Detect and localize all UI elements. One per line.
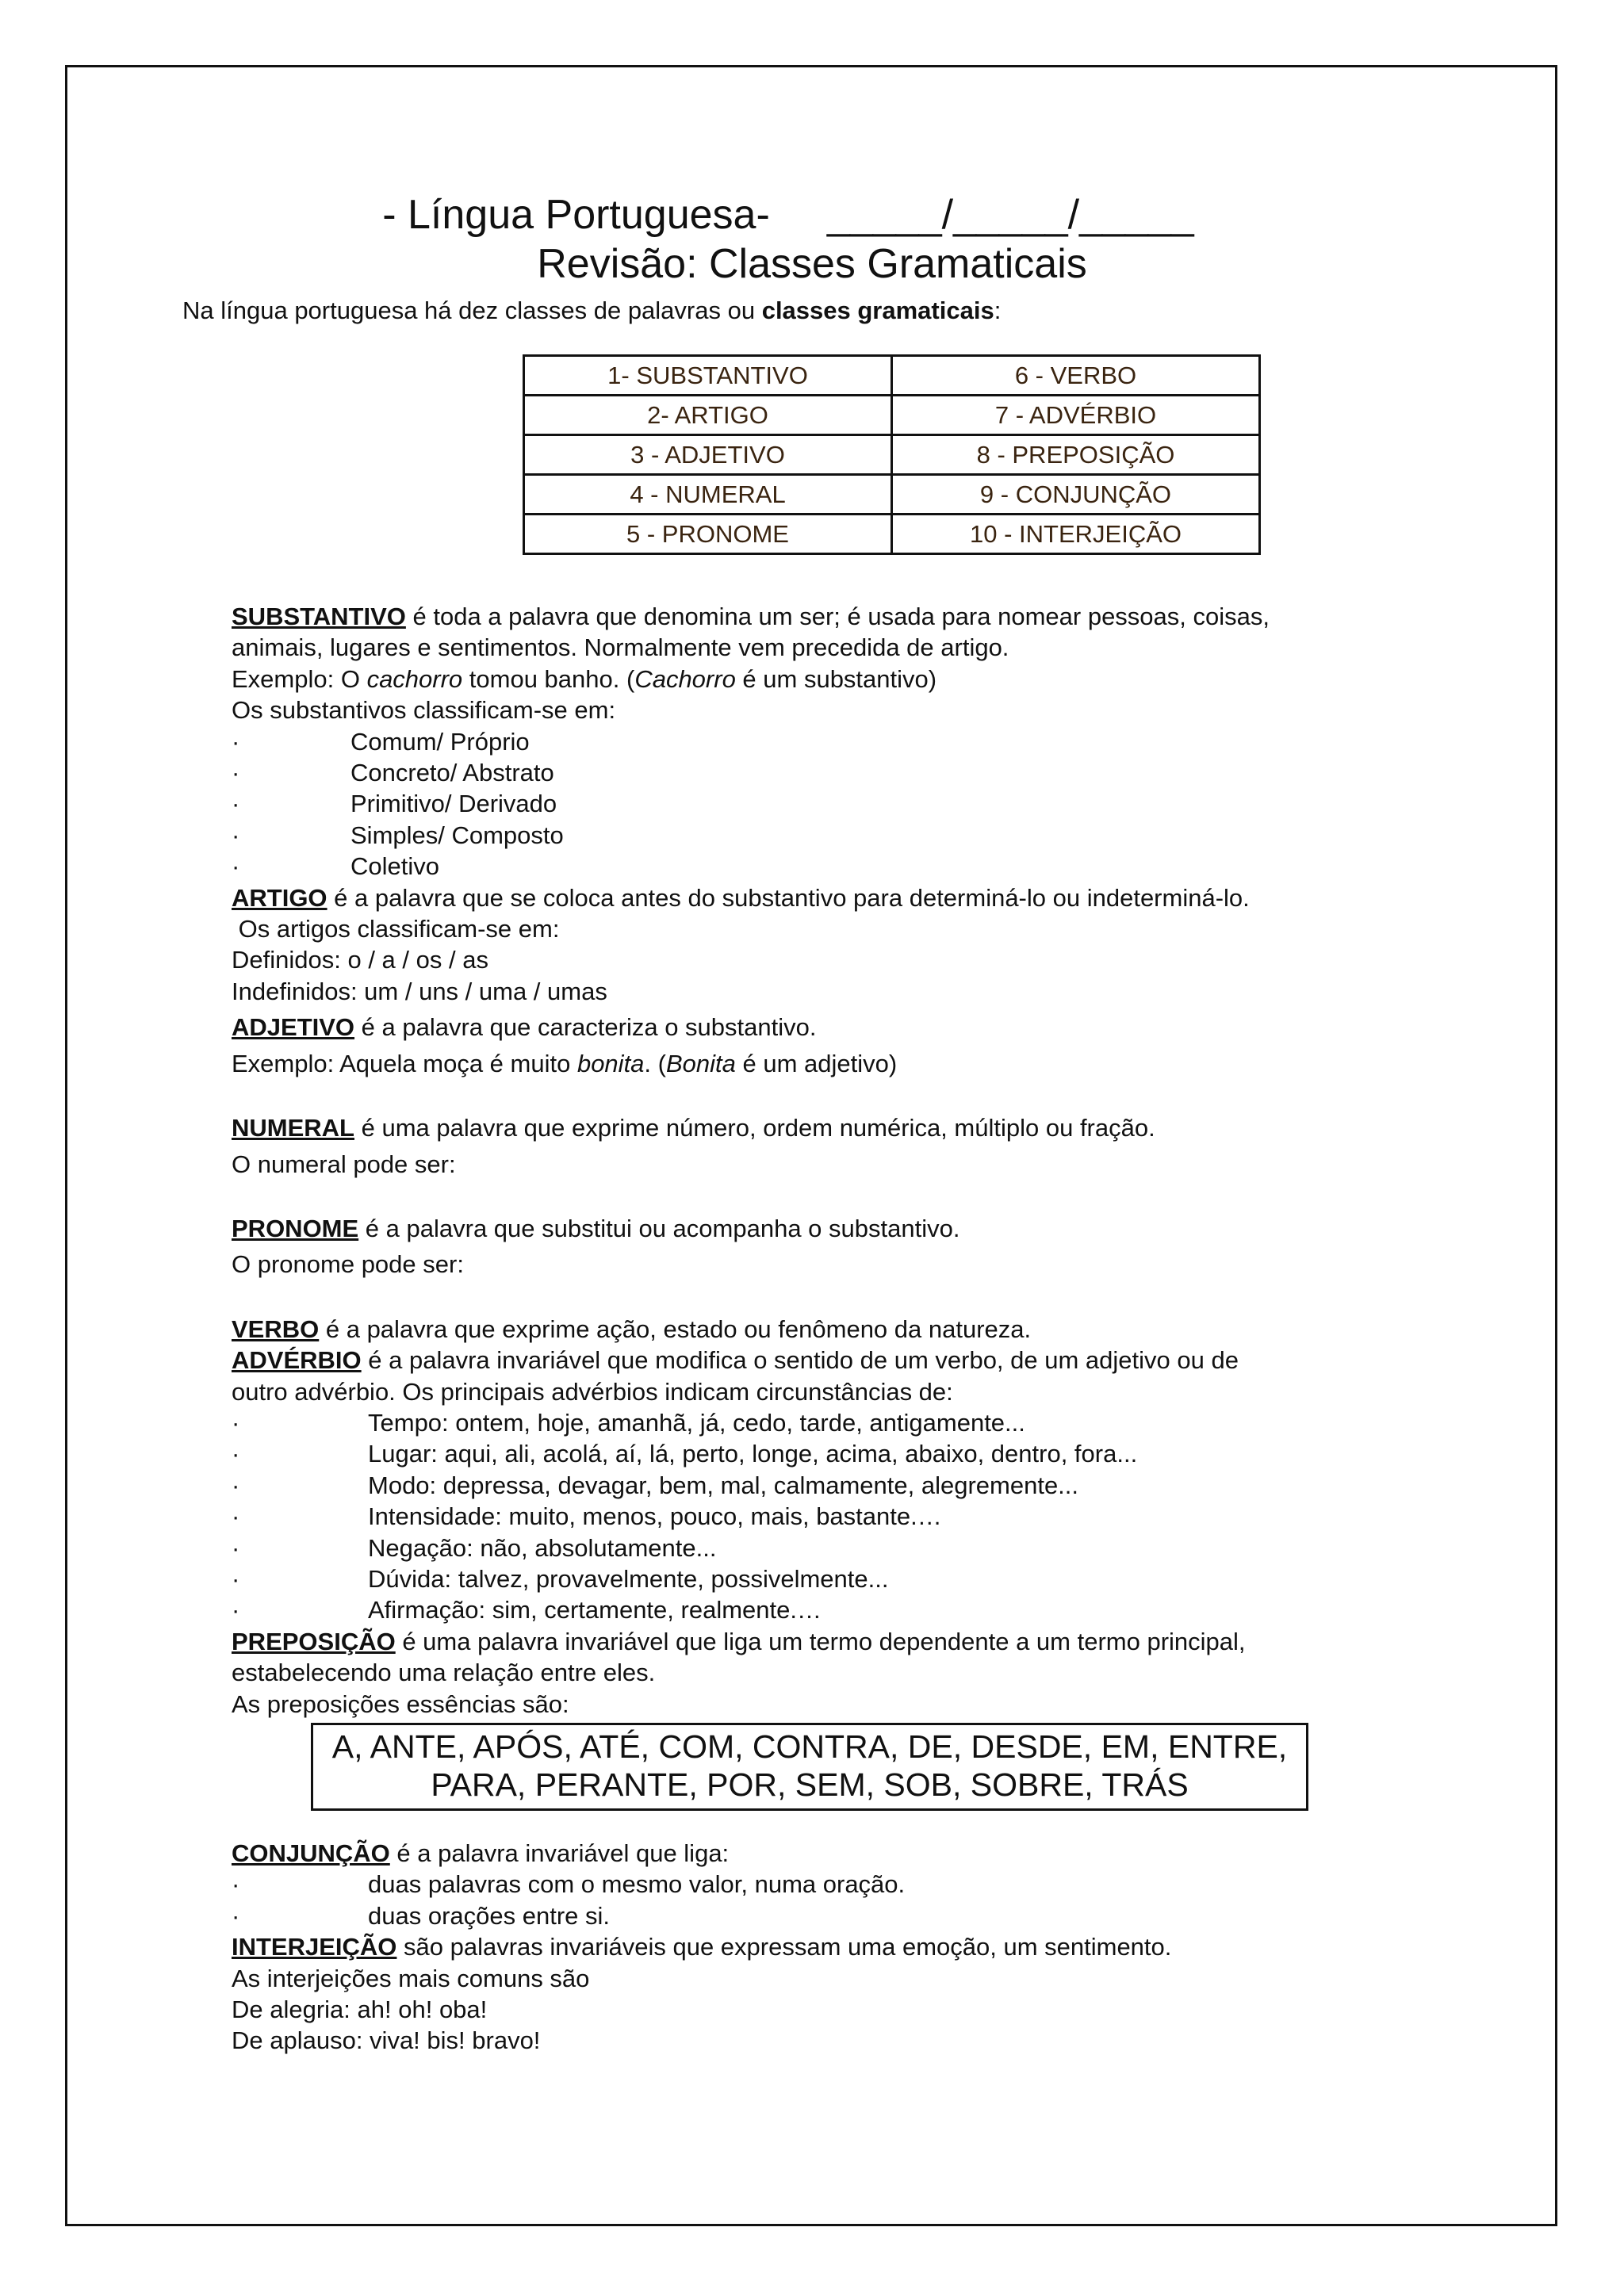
bullet-icon: ·	[232, 1471, 240, 1499]
table-cell: 4 - NUMERAL	[524, 475, 892, 515]
interjeicao-comuns: As interjeições mais comuns são	[232, 1964, 590, 1992]
bullet-icon: ·	[232, 727, 240, 756]
list-item: · Comum/ Próprio	[232, 726, 1405, 757]
bullet-icon: ·	[232, 1870, 240, 1899]
bullet-icon: ·	[232, 852, 240, 881]
document-body	[232, 601, 1405, 2057]
adverbio-definition: ADVÉRBIO é a palavra invariável que modifica o sentido de um verbo, de um adjetivo ou de	[232, 1346, 1239, 1375]
bullet-icon: ·	[232, 1408, 240, 1437]
numeral-definition: NUMERAL é uma palavra que exprime número, ordem numérica, múltiplo ou fração.	[232, 1114, 1155, 1142]
artigo-classification: Os artigos classificam-se em:	[232, 915, 560, 943]
adjetivo-definition: ADJETIVO é a palavra que caracteriza o substantivo.	[232, 1013, 817, 1042]
verbo-definition: VERBO é a palavra que exprime ação, estado ou fenômeno da natureza.	[232, 1314, 1032, 1343]
pronome-definition: PRONOME é a palavra que substitui ou acompanha o substantivo.	[232, 1214, 960, 1242]
list-item: · Concreto/ Abstrato	[232, 757, 1405, 788]
table-row	[524, 515, 1260, 554]
bullet-icon: ·	[232, 1596, 240, 1624]
bullet-icon: ·	[232, 1564, 240, 1593]
preposicao-definition: PREPOSIÇÃO é uma palavra invariável que liga um termo dependente a um termo principal,	[232, 1627, 1246, 1655]
bullet-icon: ·	[232, 1901, 240, 1930]
table-row	[524, 356, 1260, 396]
artigo-indefinidos: Indefinidos: um / uns / uma / umas	[232, 977, 607, 1005]
conjuncao-definition: CONJUNÇÃO é a palavra invariável que liga:	[232, 1839, 730, 1867]
substantivo-classification: Os substantivos classificam-se em:	[232, 696, 616, 725]
adverbio-definition-cont: outro advérbio. Os principais advérbios indicam circunstâncias de:	[232, 1377, 953, 1406]
substantivo-definition-cont: animais, lugares e sentimentos. Normalmente vem precedida de artigo.	[232, 633, 1009, 662]
table-cell: 8 - PREPOSIÇÃO	[892, 435, 1260, 475]
page-title: - Língua Portuguesa- _____/_____/_____	[382, 192, 1194, 238]
interjeicao-alegria: De alegria: ah! oh! oba!	[232, 1996, 488, 2024]
adjetivo-example: Exemplo: Aquela moça é muito bonita. (Bonita é um adjetivo)	[232, 1049, 898, 1077]
list-item: · Simples/ Composto	[232, 820, 1405, 851]
bullet-icon: ·	[232, 821, 240, 849]
numeral-pode-ser: O numeral pode ser:	[232, 1150, 456, 1178]
preposicao-definition-cont: estabelecendo uma relação entre eles.	[232, 1659, 656, 1687]
interjeicao-aplauso: De aplauso: viva! bis! bravo!	[232, 2026, 541, 2055]
pronome-pode-ser: O pronome pode ser:	[232, 1250, 464, 1279]
table-cell: 10 - INTERJEIÇÃO	[892, 515, 1260, 554]
list-item: · Primitivo/ Derivado	[232, 788, 1405, 819]
artigo-definidos: Definidos: o / a / os / as	[232, 946, 488, 974]
page-subtitle: Revisão: Classes Gramaticais	[537, 241, 1087, 287]
preposicoes-box	[311, 1723, 1308, 1811]
preposicao-essenciais: As preposições essências são:	[232, 1689, 569, 1718]
list-item: · Intensidade: muito, menos, pouco, mais, bastante.…	[232, 1501, 1405, 1532]
bullet-icon: ·	[232, 1440, 240, 1468]
list-item: · Modo: depressa, devagar, bem, mal, calmamente, alegremente...	[232, 1470, 1405, 1501]
preposicoes-line: A, ANTE, APÓS, ATÉ, COM, CONTRA, DE, DESDE, EM, ENTRE,	[331, 1728, 1288, 1765]
table-row	[524, 475, 1260, 515]
artigo-definition: ARTIGO é a palavra que se coloca antes do substantivo para determiná-lo ou indeterminá-lo.	[232, 883, 1250, 912]
table-row	[524, 435, 1260, 475]
table-cell: 2- ARTIGO	[524, 396, 892, 435]
list-item: · Coletivo	[232, 851, 1405, 882]
substantivo-definition: SUBSTANTIVO é toda a palavra que denomina um ser; é usada para nomear pessoas, coisas,	[232, 603, 1270, 630]
table-cell: 7 - ADVÉRBIO	[892, 396, 1260, 435]
substantivo-example: Exemplo: O cachorro tomou banho. (Cachorro é um substantivo)	[232, 664, 937, 693]
table-row	[524, 396, 1260, 435]
list-item: · Lugar: aqui, ali, acolá, aí, lá, perto, longe, acima, abaixo, dentro, fora...	[232, 1438, 1405, 1469]
list-item: · Dúvida: talvez, provavelmente, possivelmente...	[232, 1563, 1405, 1594]
preposicoes-line: PARA, PERANTE, POR, SEM, SOB, SOBRE, TRÁS	[431, 1766, 1189, 1803]
list-item: · Tempo: ontem, hoje, amanhã, já, cedo, tarde, antigamente...	[232, 1407, 1405, 1438]
bullet-icon: ·	[232, 790, 240, 818]
table-cell: 9 - CONJUNÇÃO	[892, 475, 1260, 515]
bullet-icon: ·	[232, 1533, 240, 1562]
bullet-icon: ·	[232, 759, 240, 787]
table-cell: 6 - VERBO	[892, 356, 1260, 396]
bullet-icon: ·	[232, 1502, 240, 1531]
classes-table	[523, 354, 1261, 555]
list-item: · duas orações entre si.	[232, 1900, 1405, 1931]
list-item: · duas palavras com o mesmo valor, numa oração.	[232, 1869, 1405, 1900]
list-item: · Afirmação: sim, certamente, realmente.…	[232, 1594, 1405, 1625]
list-item: · Negação: não, absolutamente...	[232, 1533, 1405, 1563]
interjeicao-definition: INTERJEIÇÃO são palavras invariáveis que expressam uma emoção, um sentimento.	[232, 1933, 1172, 1961]
table-cell: 5 - PRONOME	[524, 515, 892, 554]
intro-text: Na língua portuguesa há dez classes de palavras ou classes gramaticais:	[182, 297, 1002, 324]
table-cell: 1- SUBSTANTIVO	[524, 356, 892, 396]
table-cell: 3 - ADJETIVO	[524, 435, 892, 475]
